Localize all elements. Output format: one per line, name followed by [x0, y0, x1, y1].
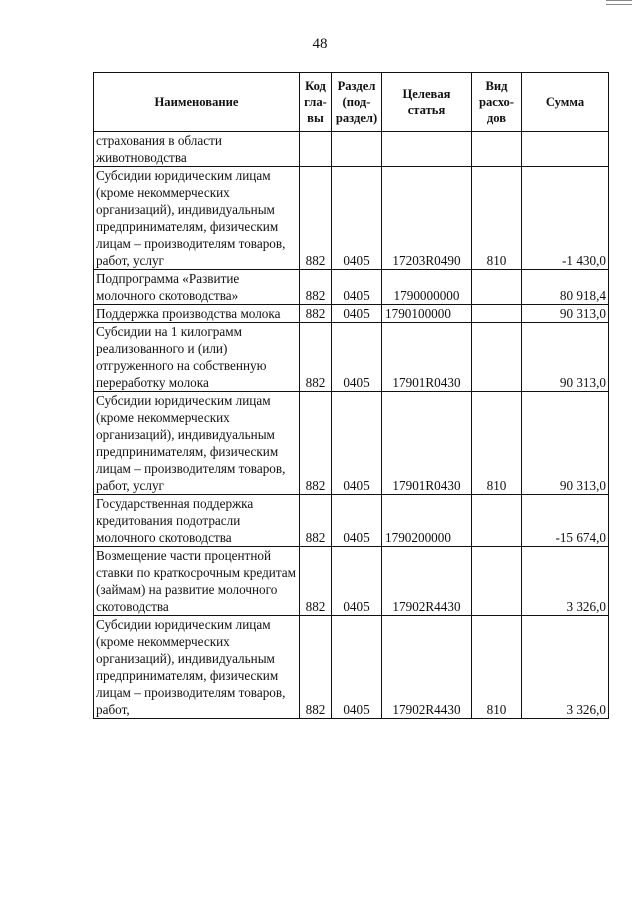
- cell-expense: [472, 270, 522, 305]
- cell-name: Подпрограмма «Развитие молочного скотоводства»: [94, 270, 300, 305]
- cell-section: 0405: [332, 547, 382, 616]
- cell-name: Поддержка производства молока: [94, 305, 300, 323]
- cell-code: 882: [300, 392, 332, 495]
- header-name: Наименование: [94, 73, 300, 132]
- cell-sum: -1 430,0: [522, 167, 609, 270]
- cell-expense: [472, 547, 522, 616]
- cell-target: 1790000000: [382, 270, 472, 305]
- header-section: Раздел (под-раздел): [332, 73, 382, 132]
- cell-sum: 80 918,4: [522, 270, 609, 305]
- header-sum: Сумма: [522, 73, 609, 132]
- cell-section: 0405: [332, 270, 382, 305]
- cell-section: 0405: [332, 616, 382, 719]
- cell-code: 882: [300, 323, 332, 392]
- cell-code: 882: [300, 547, 332, 616]
- budget-table: [93, 72, 609, 719]
- cell-name: Возмещение части процентной ставки по краткосрочным кредитам (займам) на развитие молочного скотоводства: [94, 547, 300, 616]
- cell-target: 17902R4430: [382, 616, 472, 719]
- table-body: [94, 132, 609, 719]
- cell-sum: 90 313,0: [522, 305, 609, 323]
- cell-code: 882: [300, 305, 332, 323]
- cell-expense: [472, 323, 522, 392]
- cell-sum: 90 313,0: [522, 323, 609, 392]
- cell-section: 0405: [332, 167, 382, 270]
- table-row: [94, 167, 609, 270]
- cell-code: [300, 132, 332, 167]
- cell-target: 1790200000: [382, 495, 472, 547]
- cell-name: Субсидии юридическим лицам (кроме некоммерческих организаций), индивидуальным предпринимателям, физическим лицам – производителям товаров, работ, услуг: [94, 167, 300, 270]
- cell-code: 882: [300, 270, 332, 305]
- cell-expense: [472, 305, 522, 323]
- cell-expense: [472, 132, 522, 167]
- header-target: Целевая статья: [382, 73, 472, 132]
- cell-target: 17901R0430: [382, 392, 472, 495]
- cell-name: Субсидии на 1 килограмм реализованного и (или) отгруженного на собственную переработку молока: [94, 323, 300, 392]
- header-expense: Вид расхо-дов: [472, 73, 522, 132]
- cell-sum: -15 674,0: [522, 495, 609, 547]
- cell-sum: [522, 132, 609, 167]
- cell-code: 882: [300, 495, 332, 547]
- cell-expense: [472, 495, 522, 547]
- header-code: Код гла-вы: [300, 73, 332, 132]
- cell-sum: 3 326,0: [522, 616, 609, 719]
- table-row: [94, 305, 609, 323]
- table-row: [94, 323, 609, 392]
- cell-expense: 810: [472, 167, 522, 270]
- cell-name: страхования в области животноводства: [94, 132, 300, 167]
- table-row: [94, 547, 609, 616]
- cell-name: Государственная поддержка кредитования подотрасли молочного скотоводства: [94, 495, 300, 547]
- cell-code: 882: [300, 167, 332, 270]
- cell-name: Субсидии юридическим лицам (кроме некоммерческих организаций), индивидуальным предпринимателям, физическим лицам – производителям товаров, работ,: [94, 616, 300, 719]
- table-header-row: [94, 73, 609, 132]
- cell-section: 0405: [332, 392, 382, 495]
- table-row: [94, 616, 609, 719]
- cell-target: 1790100000: [382, 305, 472, 323]
- cell-code: 882: [300, 616, 332, 719]
- cell-section: 0405: [332, 305, 382, 323]
- cell-section: 0405: [332, 323, 382, 392]
- page-number: 48: [312, 36, 328, 52]
- cell-section: 0405: [332, 495, 382, 547]
- cell-section: [332, 132, 382, 167]
- table-row: [94, 495, 609, 547]
- cell-target: 17203R0490: [382, 167, 472, 270]
- cell-target: 17902R4430: [382, 547, 472, 616]
- cell-target: [382, 132, 472, 167]
- cell-expense: 810: [472, 392, 522, 495]
- table-row: [94, 270, 609, 305]
- cell-name: Субсидии юридическим лицам (кроме некоммерческих организаций), индивидуальным предпринимателям, физическим лицам – производителям товаров, работ, услуг: [94, 392, 300, 495]
- cell-expense: 810: [472, 616, 522, 719]
- scan-mark: [606, 0, 632, 5]
- cell-sum: 90 313,0: [522, 392, 609, 495]
- cell-target: 17901R0430: [382, 323, 472, 392]
- table-row: [94, 392, 609, 495]
- table-row: [94, 132, 609, 167]
- cell-sum: 3 326,0: [522, 547, 609, 616]
